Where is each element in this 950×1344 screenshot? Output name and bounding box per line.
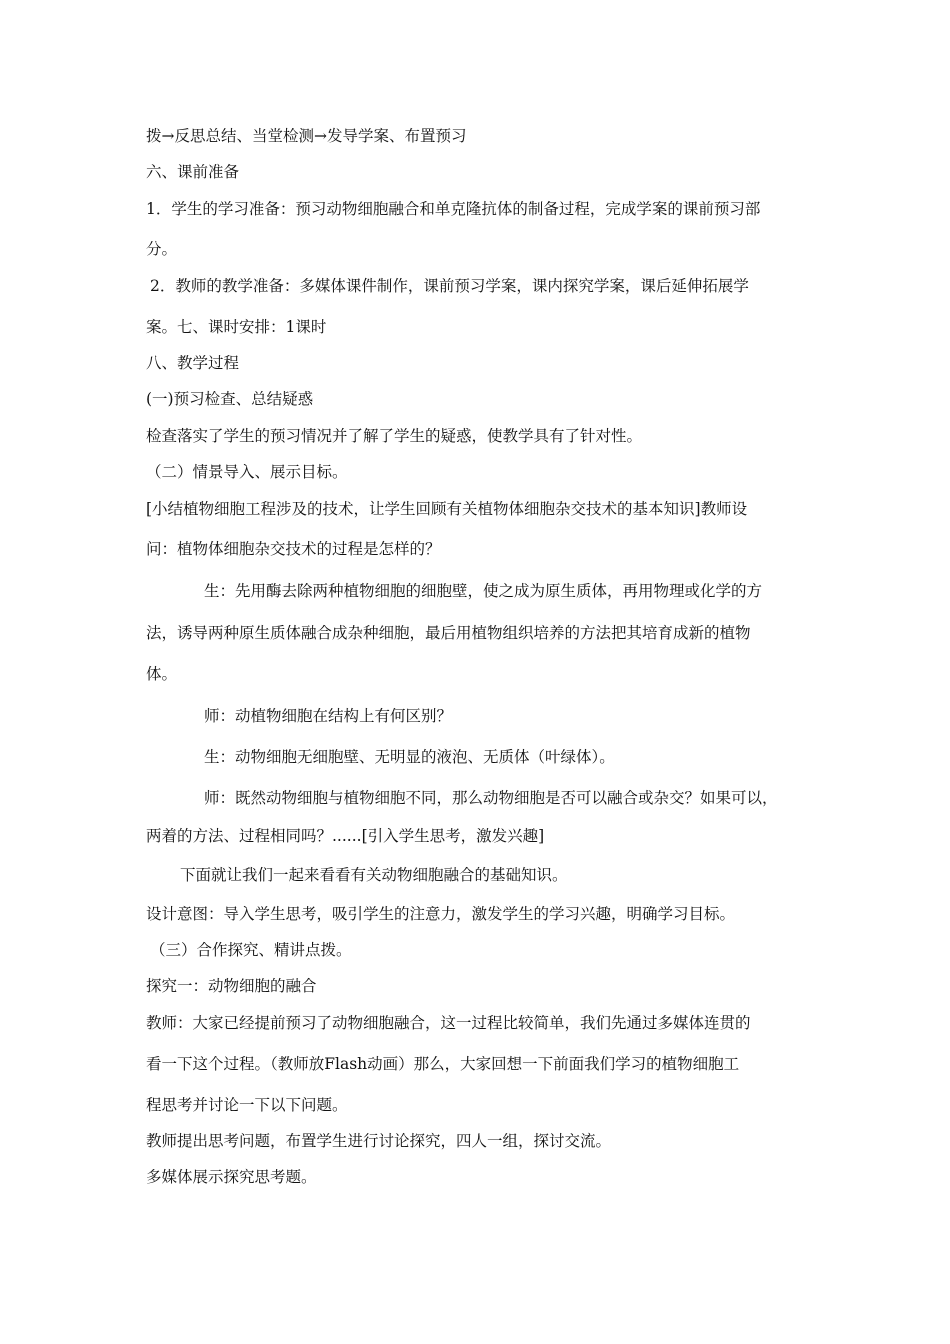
subheading-3: （三）合作探究、精讲点拨。 bbox=[150, 941, 352, 959]
text-line-6: 案。七、课时安排：1课时 bbox=[146, 318, 327, 336]
text-line-28: 多媒体展示探究思考题。 bbox=[146, 1168, 317, 1186]
text-line-19: 两着的方法、过程相同吗？......[引入学生思考，激发兴趣] bbox=[146, 827, 545, 845]
subheading-2: （二）情景导入、展示目标。 bbox=[146, 463, 348, 481]
text-line-21: 设计意图：导入学生思考，吸引学生的注意力，激发学生的学习兴趣，明确学习目标。 bbox=[146, 905, 736, 923]
text-line-3: 1．学生的学习准备：预习动物细胞融合和单克隆抗体的制备过程，完成学案的课前预习部 bbox=[146, 200, 761, 218]
text-line-4: 分。 bbox=[146, 240, 178, 258]
text-line-5: 2．教师的教学准备：多媒体课件制作，课前预习学案，课内探究学案，课后延伸拓展学 bbox=[150, 277, 749, 295]
text-line-17: 生：动物细胞无细胞壁、无明显的液泡、无质体（叶绿体）。 bbox=[204, 748, 615, 766]
text-line-27: 教师提出思考问题，布置学生进行讨论探究，四人一组，探讨交流。 bbox=[146, 1132, 612, 1150]
text-line-14: 法，诱导两种原生质体融合成杂种细胞，最后用植物组织培养的方法把其培育成新的植物 bbox=[146, 624, 751, 642]
subheading-explore-1: 探究一：动物细胞的融合 bbox=[146, 977, 317, 995]
text-line-12: 问：植物体细胞杂交技术的过程是怎样的？ bbox=[146, 540, 441, 558]
text-line-11: [小结植物细胞工程涉及的技术，让学生回顾有关植物体细胞杂交技术的基本知识]教师设 bbox=[146, 500, 748, 518]
subheading-1: (一)预习检查、总结疑惑 bbox=[146, 390, 314, 408]
text-line-20: 下面就让我们一起来看看有关动物细胞融合的基础知识。 bbox=[180, 866, 568, 884]
section-heading-8: 八、教学过程 bbox=[146, 354, 240, 372]
text-line-24: 教师：大家已经提前预习了动物细胞融合，这一过程比较简单，我们先通过多媒体连贯的 bbox=[146, 1014, 751, 1032]
text-line-16: 师：动植物细胞在结构上有何区别？ bbox=[204, 707, 453, 725]
text-line-25: 看一下这个过程。（教师放Flash动画）那么，大家回想一下前面我们学习的植物细胞工 bbox=[146, 1055, 740, 1073]
text-line-13: 生：先用酶去除两种植物细胞的细胞壁，使之成为原生质体，再用物理或化学的方 bbox=[204, 582, 763, 600]
text-line-1: 拨→反思总结、当堂检测→发导学案、布置预习 bbox=[146, 127, 467, 145]
text-line-9: 检查落实了学生的预习情况并了解了学生的疑惑，使教学具有了针对性。 bbox=[146, 427, 643, 445]
text-line-26: 程思考并讨论一下以下问题。 bbox=[146, 1096, 348, 1114]
section-heading-6: 六、课前准备 bbox=[146, 163, 240, 181]
text-line-15: 体。 bbox=[146, 665, 178, 683]
text-line-18: 师：既然动物细胞与植物细胞不同，那么动物细胞是否可以融合或杂交？如果可以， bbox=[204, 789, 778, 807]
